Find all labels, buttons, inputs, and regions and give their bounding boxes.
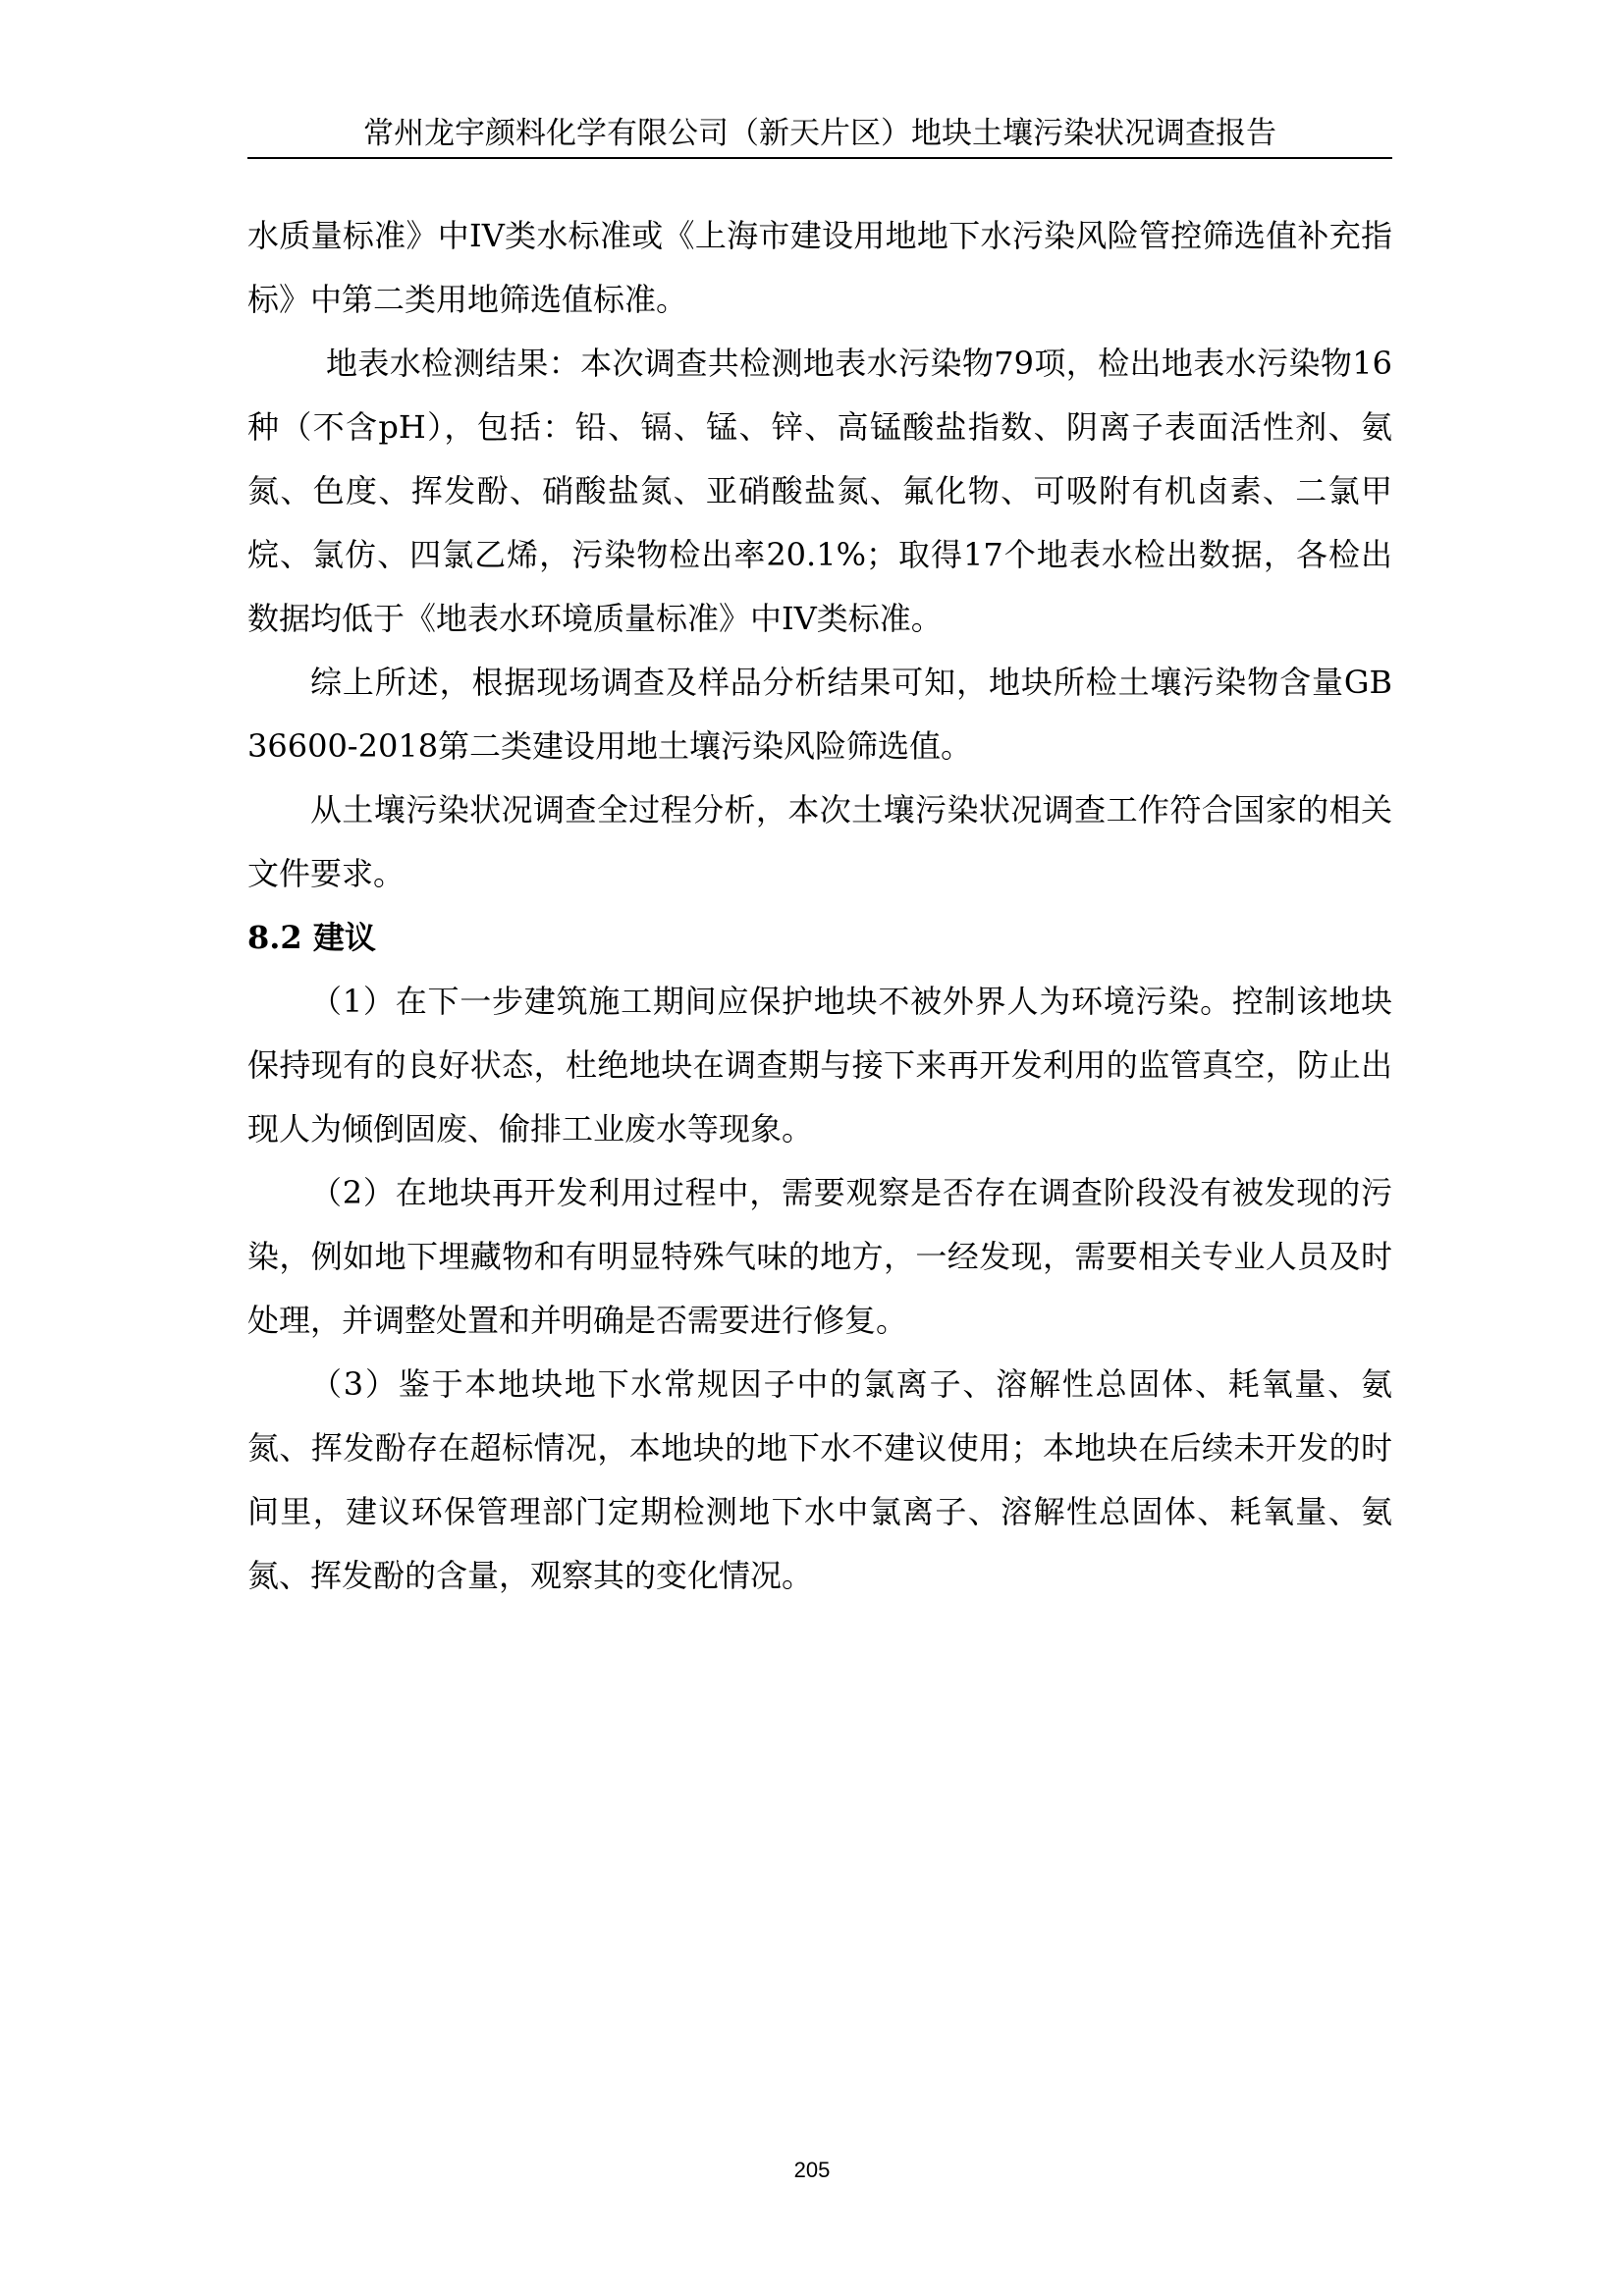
recommendation-3: （3）鉴于本地块地下水常规因子中的氯离子、溶解性总固体、耗氧量、氨氮、挥发酚存在超标情况，本地块的地下水不建议使用；本地块在后续未开发的时间里，建议环保管理部门定期检测地下水中氯离子、溶解性总固体、耗氧量、氨氮、挥发酚的含量，观察其的变化情况。 <box>247 1365 1392 1594</box>
recommendation-2: （2）在地块再开发利用过程中，需要观察是否存在调查阶段没有被发现的污染，例如地下埋藏物和有明显特殊气味的地方，一经发现，需要相关专业人员及时处理，并调整处置和并明确是否需要进行修复。 <box>247 1174 1392 1339</box>
paragraph-summary: 综上所述，根据现场调查及样品分析结果可知，地块所检土壤污染物含量GB 36600-2018第二类建设用地土壤污染风险筛选值。 <box>247 664 1392 765</box>
running-header: 常州龙宇颜料化学有限公司（新天片区）地块土壤污染状况调查报告 <box>363 116 1276 151</box>
page-body <box>247 204 1392 1608</box>
page-number: 205 <box>793 2158 831 2182</box>
paragraph-compliance: 从土壤污染状况调查全过程分析，本次土壤污染状况调查工作符合国家的相关文件要求。 <box>247 791 1392 892</box>
paragraph-groundwater-standard: 水质量标准》中IV类水标准或《上海市建设用地地下水污染风险管控筛选值补充指标》中第二类用地筛选值标准。 <box>247 217 1392 318</box>
section-heading-recommendations: 8.2 建议 <box>247 919 376 956</box>
paragraph-surface-water-results: 地表水检测结果：本次调查共检测地表水污染物79项，检出地表水污染物16种（不含pH），包括：铅、镉、锰、锌、高锰酸盐指数、阴离子表面活性剂、氨氮、色度、挥发酚、硝酸盐氮、亚硝酸盐氮、氟化物、可吸附有机卤素、二氯甲烷、氯仿、四氯乙烯，污染物检出率20.1%；取得17个地表水检出数据，各检出数据均低于《地表水环境质量标准》中IV类标准。 <box>247 345 1392 637</box>
header-divider <box>247 157 1392 159</box>
recommendation-1: （1）在下一步建筑施工期间应保护地块不被外界人为环境污染。控制该地块保持现有的良好状态，杜绝地块在调查期与接下来再开发利用的监管真空，防止出现人为倾倒固废、偷排工业废水等现象。 <box>247 983 1392 1148</box>
